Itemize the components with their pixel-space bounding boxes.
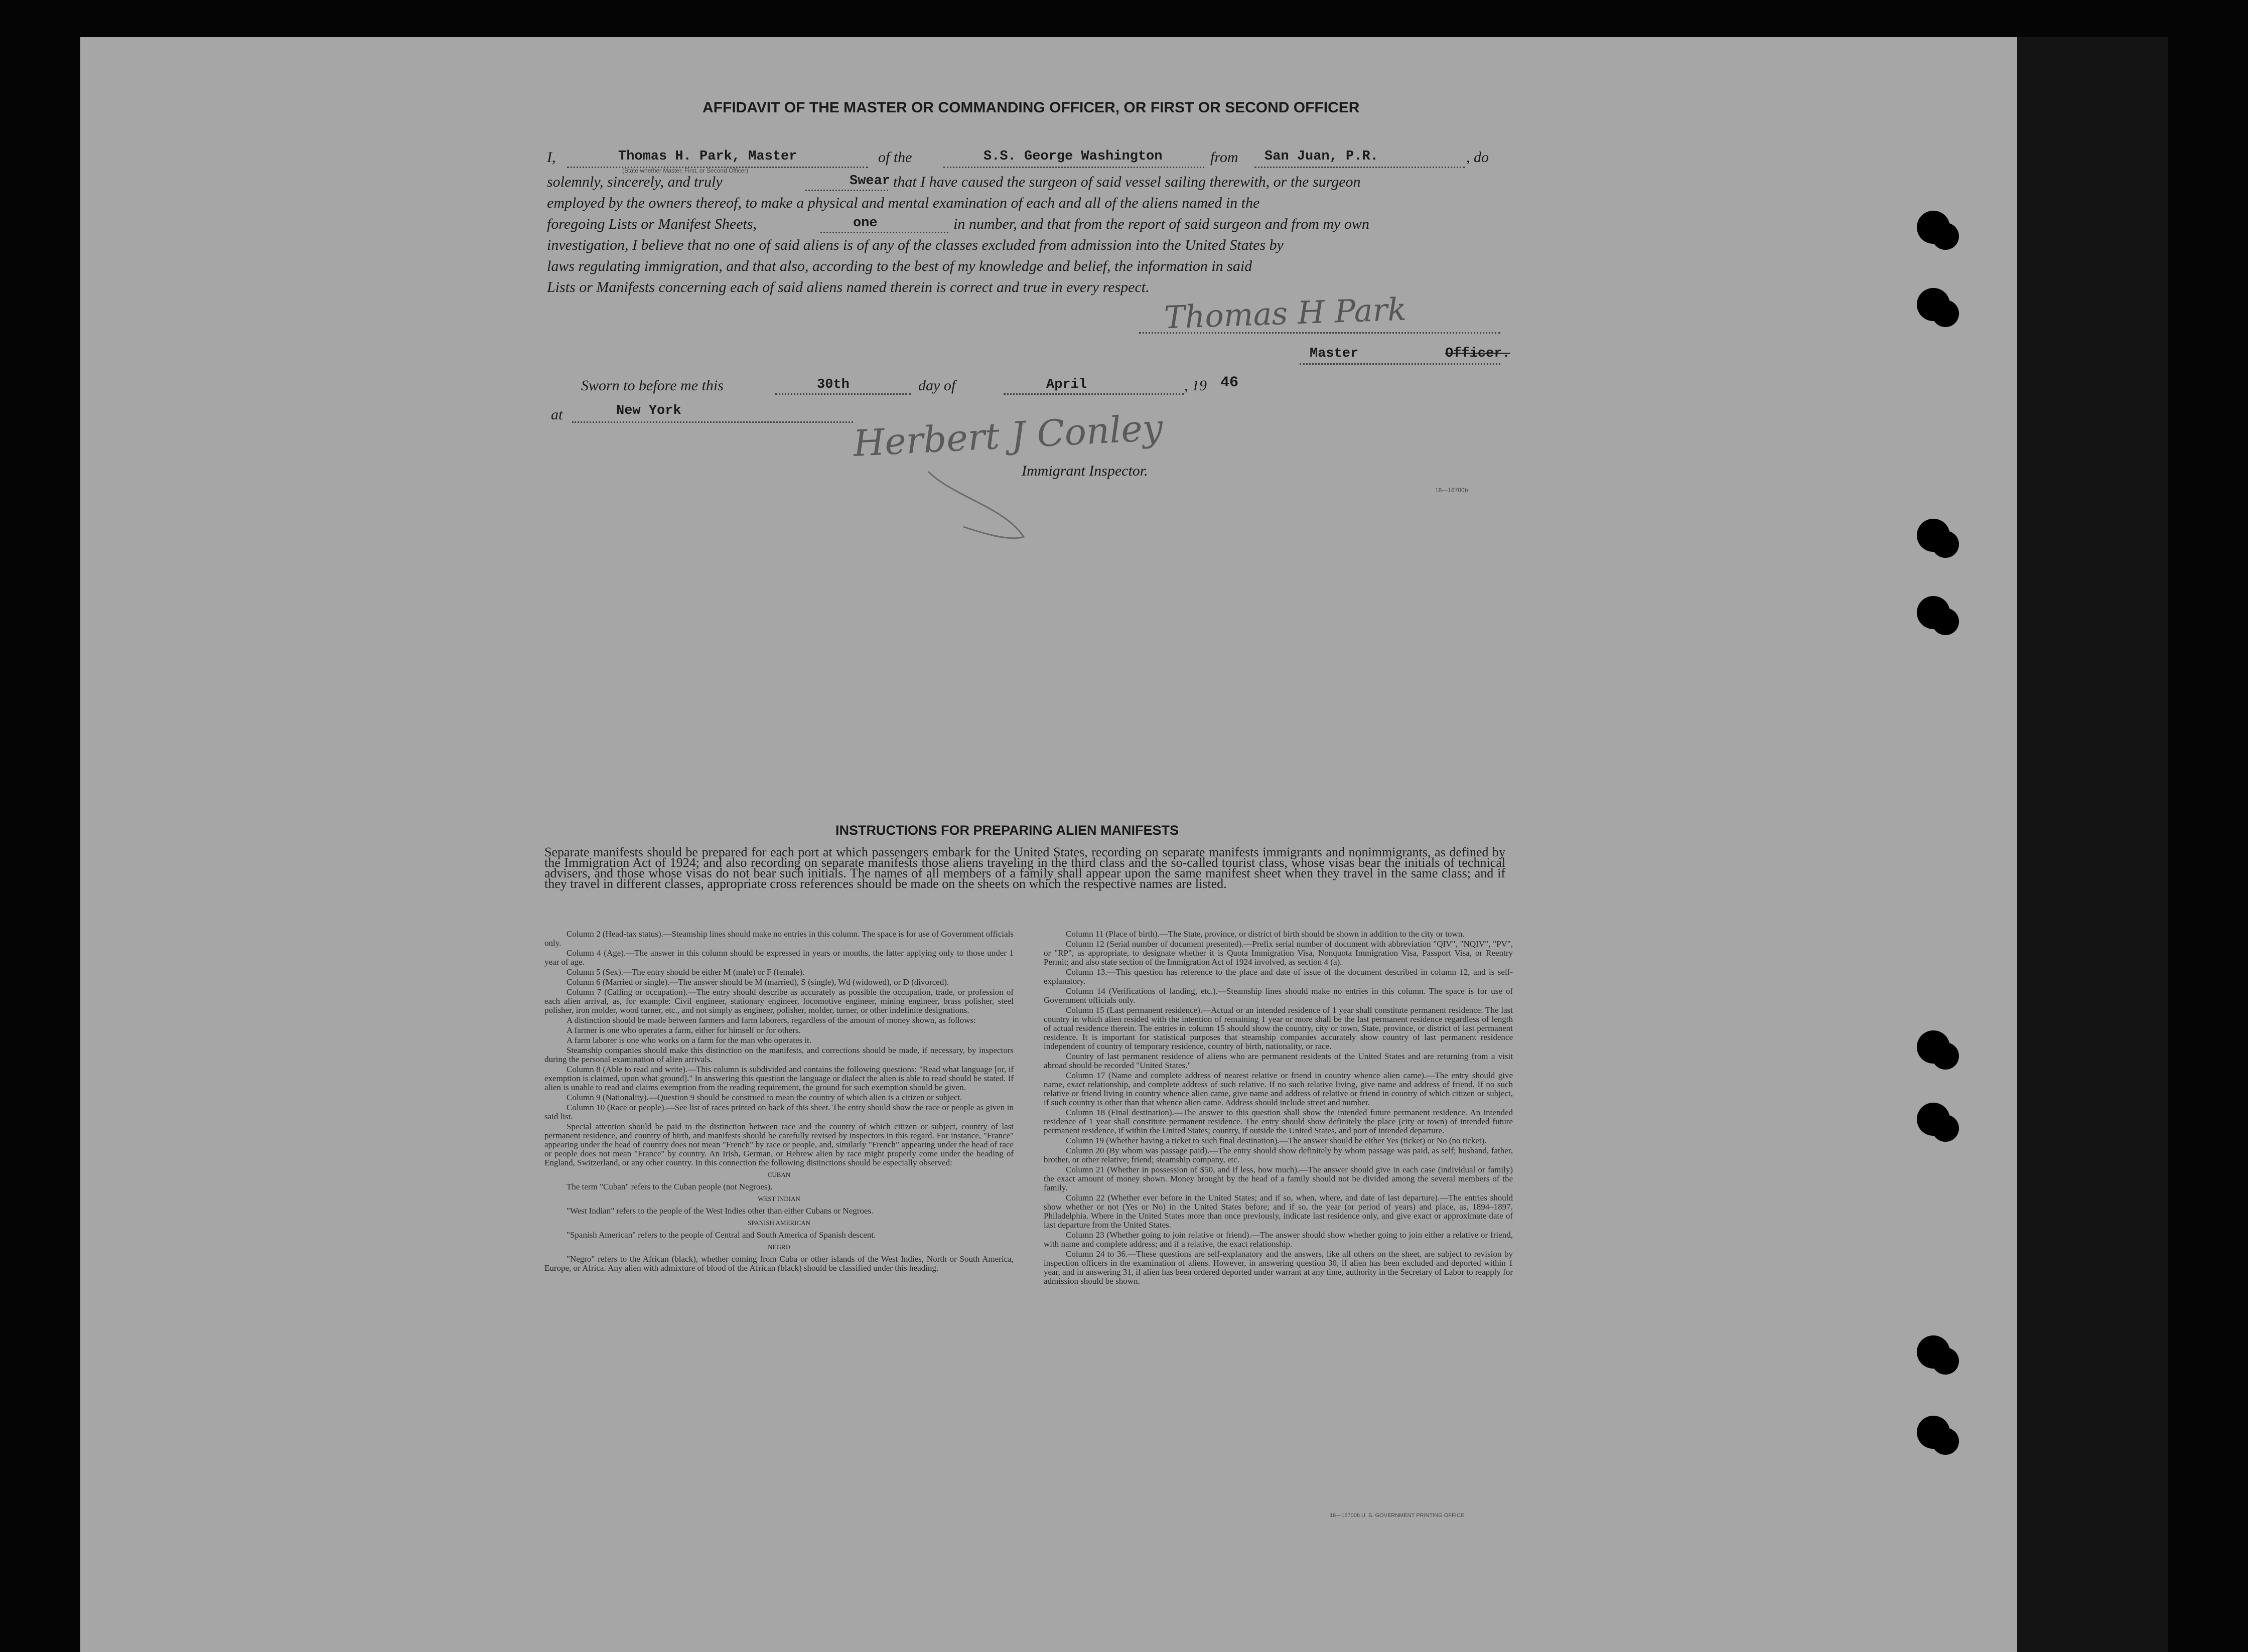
affidavit-title: AFFIDAVIT OF THE MASTER OR COMMANDING OFFICER, OR FIRST OR SECOND OFFICER [702, 99, 1360, 116]
vessel-name: S.S. George Washington [984, 149, 1163, 164]
affidavit-line-6: laws regulating immigration, and that also, according to the best of my knowledge and belief, the information in said [547, 258, 1252, 274]
instruction-paragraph: Column 8 (Able to read and write).—This column is subdivided and contains the following questions: "Read what language [or, if exemption is claimed, upon what ground]." In answering this question the language or dialect the alien is able to read should be stated. If alien is unable to read and claims exemption from the reading requirement, the ground for such exemption should be given. [544, 1065, 1014, 1092]
word-do: , do [1466, 149, 1489, 166]
instruction-paragraph: "West Indian" refers to the people of the West Indies other than either Cubans or Negroes. [567, 1206, 874, 1216]
affidavit-line-5: investigation, I believe that no one of said aliens is of any of the classes excluded from admission into the United States by [547, 237, 1284, 253]
word-day-of: day of [918, 377, 956, 394]
title-line [1300, 362, 1500, 365]
section-heading: WEST INDIAN [758, 1195, 800, 1203]
instruction-paragraph: Column 23 (Whether going to join relative or friend).—The answer should show whether going to join either a relative or friend, with name and complete address; and if a relative, the exact relationship. [1044, 1230, 1513, 1249]
instruction-paragraph: Column 10 (Race or people).—See list of races printed on back of this sheet. The entry should show the race or people as given in said list. [544, 1103, 1014, 1121]
place-underline [572, 420, 853, 423]
instruction-paragraph: Column 4 (Age).—The answer in this column should be expressed in years or months, the latter applying only to those under 1 year of age. [544, 948, 1014, 967]
affidavit-line-4b: in number, and that from the report of said surgeon and from my own [953, 216, 1369, 232]
punch-hole [1917, 596, 1950, 629]
manifest-sheet-count: one [853, 216, 878, 231]
master-signature: Thomas H Park [1163, 290, 1407, 336]
instruction-paragraph: Column 5 (Sex).—The entry should be either M (male) or F (female). [567, 967, 805, 977]
instruction-paragraph: Column 7 (Calling or occupation).—The entry should describe as accurately as possible the occupation, trade, or profession of each alien arrival, as, for example: Civil engineer, stationary engineer, locomotive engineer, mining engineer, brass polisher, steel polisher, iron molder, wood turner, etc., and not simply as engineer, polisher, molder, turner, or other indefinite designations. [544, 987, 1014, 1015]
word-19: , 19 [1184, 377, 1207, 394]
instructions-left-column [544, 930, 1014, 1274]
instruction-paragraph: Column 24 to 36.—These questions are self-explanatory and the answers, like all others on the sheet, are subject to revision by inspection officers in the examination of aliens. However, in answering question 30, if alien has been excluded and deported within 1 year, and in answering 31, if alien has been ordered deported under warrant at any time, authority in the Secretary of Labor to reapply for admission should be shown. [1044, 1249, 1513, 1286]
instruction-paragraph: Steamship companies should make this distinction on the manifests, and corrections should be made, if necessary, by inspectors during the personal examination of alien arrivals. [544, 1045, 1014, 1064]
instruction-paragraph: A farm laborer is one who works on a farm for the man who operates it. [567, 1035, 812, 1045]
instructions-right-column [1044, 930, 1513, 1287]
day-underline [775, 392, 911, 395]
instruction-paragraph: Column 12 (Serial number of document presented).—Prefix serial number of document with abbreviation "QIV", "NQIV", "PV", or "RP", as appropriate, to designate whether it is Quota Immigration Visa, Nonquota Immigration Visa, Passport Visa, or Reentry Permit; and also state section of the Immigration Act of 1924 involved, as section 4 (a). [1044, 939, 1513, 967]
instruction-paragraph: Column 17 (Name and complete address of nearest relative or friend in country whence alien came).—The entry should give name, exact relationship, and complete address of such relative. If no such relative living, give name and address of friend. If no such relative or friend living in country whence alien came, give name and address of relative or friend in country of which citizen or subject, if such country is other than that whence alien came. Address should include street and number. [1044, 1071, 1513, 1107]
vessel-underline [943, 166, 1204, 168]
printing-office-footer: 16—16700b U. S. GOVERNMENT PRINTING OFFICE [1330, 1513, 1465, 1519]
instruction-paragraph: Column 11 (Place of birth).—The State, province, or district of birth should be shown in addition to the city or town. [1066, 929, 1465, 939]
punch-hole [1917, 211, 1950, 244]
instruction-paragraph: Column 13.—This question has reference to the place and date of issue of the document described in column 12, and is self-explanatory. [1044, 967, 1513, 986]
affidavit-line-4a: foregoing Lists or Manifest Sheets, [547, 216, 757, 232]
instruction-paragraph: Column 6 (Married or single).—The answer should be M (married), S (single), Wd (widowed), or D (divorced). [567, 977, 949, 987]
inspector-label: Immigrant Inspector. [1022, 463, 1148, 479]
punch-hole [1917, 519, 1950, 552]
instruction-paragraph: A farmer is one who operates a farm, either for himself or for others. [567, 1025, 801, 1035]
affidavit-line-3: employed by the owners thereof, to make a physical and mental examination of each and all of the aliens named in the [547, 195, 1260, 211]
officer-struck: Officer. [1445, 346, 1510, 361]
oath-type: Swear [850, 174, 891, 189]
instruction-paragraph: Column 19 (Whether having a ticket to such final destination).—The answer should be either Yes (ticket) or No (no ticket). [1066, 1136, 1487, 1145]
instruction-paragraph: A distinction should be made between farmers and farm laborers, regardless of the amount of money shown, as follows: [567, 1015, 976, 1025]
instruction-paragraph: Country of last permanent residence of aliens who are permanent residents of the United States and are returning from a visit abroad should be recorded "United States." [1044, 1052, 1513, 1070]
word-of-the: of the [878, 149, 912, 166]
state-note: (State whether Master, First, or Second Officer) [622, 167, 749, 174]
count-underline [820, 231, 948, 233]
word-solemnly: solemnly, sincerely, and truly [547, 174, 723, 190]
section-heading: SPANISH AMERICAN [748, 1219, 810, 1227]
section-heading: CUBAN [767, 1171, 791, 1178]
punch-hole [1917, 1416, 1950, 1449]
form-number: 16—16700b [1435, 487, 1468, 494]
sworn-year: 46 [1220, 374, 1239, 391]
punch-hole [1917, 1030, 1950, 1064]
instruction-paragraph: "Spanish American" refers to the people of Central and South America of Spanish descent. [567, 1230, 876, 1240]
instruction-paragraph: Column 2 (Head-tax status).—Steamship lines should make no entries in this column. The space is for use of Government officials only. [544, 929, 1014, 948]
inspector-signature: Herbert J Conley [852, 406, 1164, 465]
sworn-month: April [1046, 377, 1087, 392]
instruction-paragraph: Special attention should be paid to the distinction between race and the country of which citizen or subject, country of last permanent residence, and country of birth, and manifests should be carefully revised by inspectors in this regard. For instance, "France" appearing under the head of country does not mean "French" by race or people, and, similarly "French" appearing under the head of race or people does not mean "France" by country. An Irish, German, or Hebrew alien by race might properly come under the heading of England, Switzerland, or any other country. In this connection the following distinctions should be especially observed: [544, 1122, 1014, 1167]
instruction-paragraph: Column 20 (By whom was passage paid).—The entry should show definitely by whom passage was paid, as self; husband, father, brother, or other relative; friend; steamship company, etc. [1044, 1146, 1513, 1164]
word-from: from [1210, 149, 1238, 166]
sworn-place: New York [616, 403, 681, 418]
officer-name: Thomas H. Park, Master [618, 149, 797, 164]
month-underline [1004, 392, 1184, 395]
instruction-paragraph: Column 18 (Final destination).—The answer to this question shall show the intended future permanent residence. An intended residence of 1 year shall constitute permanent residence. The entry should show definitely the place (city or town) of intended future permanent residence, if within the United States; country, if outside the United States, and port of intended departure. [1044, 1108, 1513, 1135]
affidavit-line-7: Lists or Manifests concerning each of said aliens named therein is correct and true in every respect. [547, 279, 1150, 295]
oath-underline [805, 189, 888, 191]
signer-title: Master [1310, 346, 1359, 361]
punch-hole [1917, 288, 1950, 321]
punch-hole [1917, 1335, 1950, 1369]
instruction-paragraph: The term "Cuban" refers to the Cuban people (not Negroes). [567, 1182, 773, 1191]
signature-line [1139, 331, 1500, 334]
instructions-title: INSTRUCTIONS FOR PREPARING ALIEN MANIFESTS [835, 823, 1179, 838]
instructions-intro: Separate manifests should be prepared for each port at which passengers embark for the United States, recording on separate manifests immigrants and nonimmigrants, as defined by the Immigration Act of 1924; and also recording on separate manifests those aliens traveling in the third class and the so-called tourist class, whose visas bear the initials of technical advisers, and those whose visas do not bear such initials. The names of all members of a family shall appear upon the same manifest sheet when they travel in the same class; and if they travel in different classes, appropriate cross references should be made on the sheets on which the respective names are listed. [544, 845, 1505, 891]
word-at: at [551, 406, 563, 423]
instruction-paragraph: "Negro" refers to the African (black), whether coming from Cuba or other islands of the West Indies, North or South America, Europe, or Africa. Any alien with admixture of blood of the African (black) should be classified under this heading. [544, 1254, 1014, 1273]
instruction-paragraph: Column 9 (Nationality).—Question 9 should be construed to mean the country of which alien is a citizen or subject. [567, 1093, 962, 1102]
instruction-paragraph: Column 22 (Whether ever before in the United States; and if so, when, where, and date of last departure).—The entries should show whether or not (Yes or No) in the United States before; and if so, the year (or period of years) and place, as, 1894–1897, Philadelphia. Where in the United States more than once previously, indicate last residence only, and give exact or approximate date of last departure from the United States. [1044, 1193, 1513, 1230]
instruction-paragraph: Column 15 (Last permanent residence).—Actual or an intended residence of 1 year shall constitute permanent residence. The last country in which alien resided with the intention of remaining 1 year or more shall be the last permanent residence regardless of length of actual residence therein. The entries in column 15 should show the country, city or town, State, province, or district of last permanent residence. It is important for statistical purposes that steamship companies accurately show country of last permanent residence independent of country of temporary residence, country of birth, nationality, or race. [1044, 1005, 1513, 1051]
port-of-departure: San Juan, P.R. [1264, 149, 1378, 164]
sworn-text: Sworn to before me this [581, 377, 724, 394]
affidavit-line-2: that I have caused the surgeon of said vessel sailing therewith, or the surgeon [893, 174, 1361, 190]
sworn-day: 30th [817, 377, 850, 392]
scanner-dark-margin [2017, 37, 2168, 1652]
punch-hole [1917, 1103, 1950, 1136]
word-i: I, [547, 149, 556, 166]
section-heading: NEGRO [768, 1243, 790, 1251]
instruction-paragraph: Column 21 (Whether in possession of $50, and if less, how much).—The answer should give in each case (individual or family) the exact amount of money shown. Money brought by the head of a family should not be divided among the several members of the family. [1044, 1165, 1513, 1192]
port-underline [1254, 166, 1465, 168]
instruction-paragraph: Column 14 (Verifications of landing, etc.).—Steamship lines should make no entries in this column. The space is for use of Government officials only. [1044, 986, 1513, 1005]
